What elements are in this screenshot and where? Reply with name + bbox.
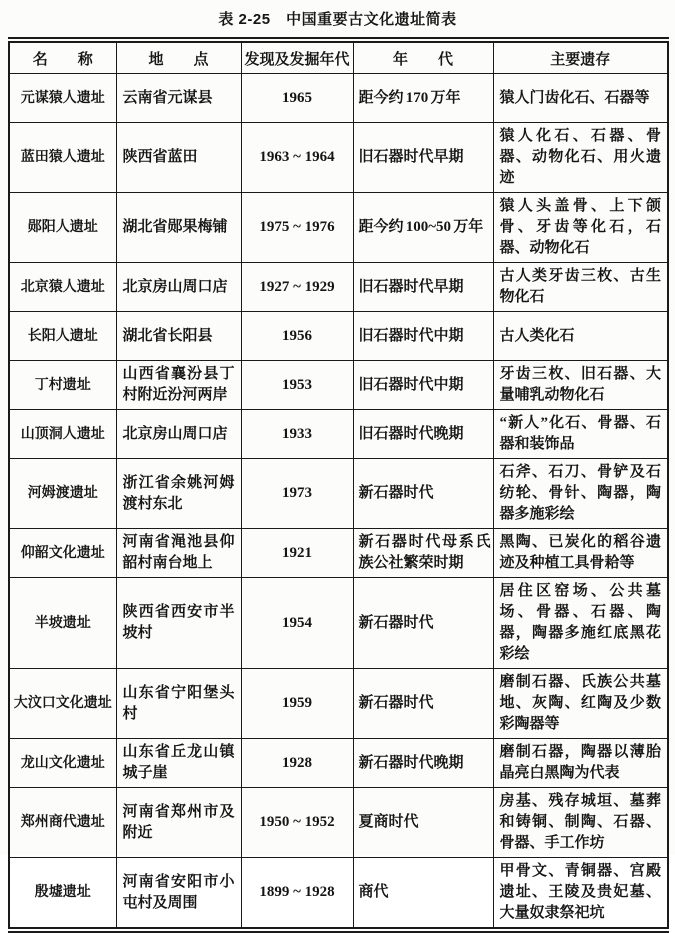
table-row: [9, 193, 668, 263]
cell-discovered: 1963 ~ 1964: [241, 123, 353, 193]
cell-era: 商代: [353, 858, 493, 931]
cell-location: 北京房山周口店: [116, 410, 241, 459]
cell-name: 郑州商代遗址: [9, 788, 116, 858]
table-row: [9, 123, 668, 193]
cell-name: 仰韶文化遗址: [9, 529, 116, 578]
header-row: [9, 40, 668, 74]
table-row: [9, 578, 668, 669]
col-header-name: 名 称: [9, 40, 116, 74]
cell-remains: “新人”化石、骨器、石器和装饰品: [493, 410, 668, 459]
cell-era: 新石器时代: [353, 459, 493, 529]
cell-era: 旧石器时代早期: [353, 263, 493, 312]
cell-era: 新石器时代: [353, 669, 493, 739]
cell-discovered: 1965: [241, 74, 353, 123]
table-row: [9, 788, 668, 858]
cell-location: 山东省丘龙山镇城子崖: [116, 739, 241, 788]
cell-era: 旧石器时代早期: [353, 123, 493, 193]
cell-name: 元谋猿人遗址: [9, 74, 116, 123]
cell-era: 距今约 170 万年: [353, 74, 493, 123]
cell-remains: 黑陶、已炭化的稻谷遗迹及种植工具骨耠等: [493, 529, 668, 578]
cell-era: 旧石器时代中期: [353, 361, 493, 410]
cell-remains: 古人类牙齿三枚、古生物化石: [493, 263, 668, 312]
table-row: [9, 529, 668, 578]
cell-discovered: 1973: [241, 459, 353, 529]
table-row: [9, 263, 668, 312]
table-body: [9, 74, 668, 931]
cell-name: 半坡遗址: [9, 578, 116, 669]
cell-remains: 居住区窑场、公共墓场、骨器、石器、陶器，陶器多施红底黑花彩绘: [493, 578, 668, 669]
cell-name: 蓝田猿人遗址: [9, 123, 116, 193]
cell-discovered: 1953: [241, 361, 353, 410]
cell-era: 夏商时代: [353, 788, 493, 858]
table-row: [9, 459, 668, 529]
cell-discovered: 1927 ~ 1929: [241, 263, 353, 312]
cell-era: 新石器时代母系氏族公社繁荣时期: [353, 529, 493, 578]
table-title: 表 2-25 中国重要古文化遗址简表: [218, 11, 457, 28]
cell-location: 浙江省余姚河姆渡村东北: [116, 459, 241, 529]
cell-discovered: 1921: [241, 529, 353, 578]
cell-discovered: 1956: [241, 312, 353, 361]
cell-remains: 猿人门齿化石、石器等: [493, 74, 668, 123]
cell-era: 旧石器时代中期: [353, 312, 493, 361]
cell-remains: 牙齿三枚、旧石器、大量哺乳动物化石: [493, 361, 668, 410]
cell-discovered: 1975 ~ 1976: [241, 193, 353, 263]
cell-era: 新石器时代: [353, 578, 493, 669]
cell-remains: 磨制石器、氏族公共墓地、灰陶、红陶及少数彩陶器等: [493, 669, 668, 739]
cell-location: 陕西省西安市半坡村: [116, 578, 241, 669]
sites-table: [8, 37, 669, 933]
cell-discovered: 1959: [241, 669, 353, 739]
cell-location: 陕西省蓝田: [116, 123, 241, 193]
cell-name: 郧阳人遗址: [9, 193, 116, 263]
cell-name: 北京猿人遗址: [9, 263, 116, 312]
cell-discovered: 1928: [241, 739, 353, 788]
table-row: [9, 739, 668, 788]
cell-location: 山东省宁阳堡头村: [116, 669, 241, 739]
cell-location: 河南省安阳市小屯村及周围: [116, 858, 241, 931]
cell-location: 湖北省郧果梅铺: [116, 193, 241, 263]
col-header-era: 年 代: [353, 40, 493, 74]
cell-era: 距今约 100~50 万年: [353, 193, 493, 263]
cell-era: 旧石器时代晚期: [353, 410, 493, 459]
col-header-location: 地 点: [116, 40, 241, 74]
table-row: [9, 74, 668, 123]
cell-discovered: 1899 ~ 1928: [241, 858, 353, 931]
cell-location: 湖北省长阳县: [116, 312, 241, 361]
cell-location: 山西省襄汾县丁村附近汾河两岸: [116, 361, 241, 410]
cell-discovered: 1950 ~ 1952: [241, 788, 353, 858]
cell-name: 河姆渡遗址: [9, 459, 116, 529]
cell-name: 殷墟遗址: [9, 858, 116, 931]
cell-era: 新石器时代晚期: [353, 739, 493, 788]
table-row: [9, 410, 668, 459]
cell-name: 丁村遗址: [9, 361, 116, 410]
table-row: [9, 669, 668, 739]
cell-discovered: 1954: [241, 578, 353, 669]
cell-location: 云南省元谋县: [116, 74, 241, 123]
table-row: [9, 858, 668, 931]
cell-discovered: 1933: [241, 410, 353, 459]
cell-location: 北京房山周口店: [116, 263, 241, 312]
cell-name: 山顶洞人遗址: [9, 410, 116, 459]
cell-remains: 猿人头盖骨、上下颌骨、牙齿等化石，石器、动物化石: [493, 193, 668, 263]
table-row: [9, 312, 668, 361]
cell-name: 长阳人遗址: [9, 312, 116, 361]
cell-remains: 甲骨文、青铜器、宫殿遗址、王陵及贵妃墓、大量奴隶祭祀坑: [493, 858, 668, 931]
cell-remains: 房基、残存城垣、墓葬和铸铜、制陶、石器、骨器、手工作坊: [493, 788, 668, 858]
cell-remains: 石斧、石刀、骨铲及石纺轮、骨针、陶器，陶器多施彩绘: [493, 459, 668, 529]
cell-remains: 磨制石器，陶器以薄胎晶亮白黑陶为代表: [493, 739, 668, 788]
cell-location: 河南省渑池县仰韶村南台地上: [116, 529, 241, 578]
cell-name: 大汶口文化遗址: [9, 669, 116, 739]
cell-remains: 古人类化石: [493, 312, 668, 361]
cell-name: 龙山文化遗址: [9, 739, 116, 788]
cell-location: 河南省郑州市及附近: [116, 788, 241, 858]
col-header-remains: 主要遗存: [493, 40, 668, 74]
table-row: [9, 361, 668, 410]
col-header-discovered: 发现及发掘年代: [241, 40, 353, 74]
cell-remains: 猿人化石、石器、骨器、动物化石、用火遗迹: [493, 123, 668, 193]
